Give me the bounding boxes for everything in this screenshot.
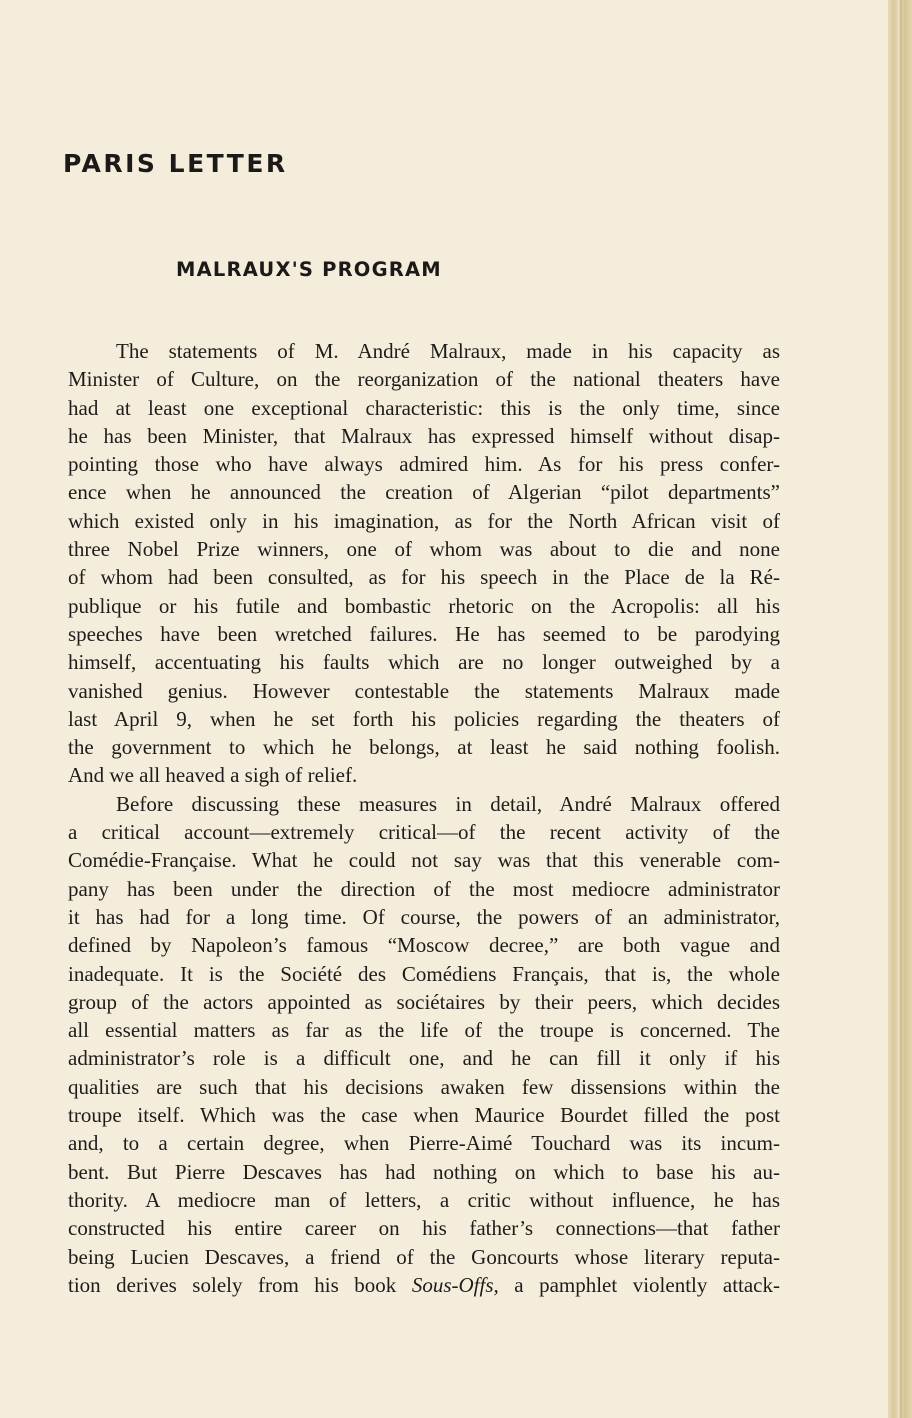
text-line: last April 9, when he set forth his policies regarding the theaters of	[68, 706, 780, 731]
text-line: had at least one exceptional characteristic: this is the only time, since	[68, 395, 780, 420]
text-run: a pamphlet violently attack-	[498, 1272, 780, 1297]
paragraph-2	[68, 790, 780, 1299]
text-line: Before discussing these measures in detail, André Malraux offered	[116, 791, 780, 816]
text-line: the government to which he belongs, at least he said nothing foolish.	[68, 735, 780, 760]
paragraph-1	[68, 337, 780, 790]
text-line: he has been Minister, that Malraux has expressed himself without disap-	[68, 423, 780, 448]
text-line: defined by Napoleon’s famous “Moscow decree,” are both vague and	[68, 933, 780, 958]
text-line: And we all heaved a sigh of relief.	[68, 763, 358, 788]
text-line: group of the actors appointed as sociétaires by their peers, which decides	[68, 989, 780, 1014]
text-line: vanished genius. However contestable the statements Malraux made	[68, 678, 780, 703]
text-line: inadequate. It is the Société des Comédiens Français, that is, the whole	[68, 961, 780, 986]
text-line: pointing those who have always admired him. As for his press confer-	[68, 452, 780, 477]
text-line-final	[68, 1271, 780, 1299]
text-line: it has had for a long time. Of course, the powers of an administrator,	[68, 904, 780, 929]
page-edge-line	[900, 0, 902, 1418]
text-line: and, to a certain degree, when Pierre-Aimé Touchard was its incum-	[68, 1131, 780, 1156]
text-line: troupe itself. Which was the case when Maurice Bourdet filled the post	[68, 1103, 780, 1128]
text-run: tion derives solely from his book	[68, 1272, 412, 1297]
text-line: which existed only in his imagination, as for the North African visit of	[68, 508, 780, 533]
text-line: Comédie-Française. What he could not say was that this venerable com-	[68, 848, 780, 873]
page-edge	[888, 0, 912, 1418]
text-line: a critical account—extremely critical—of the recent activity of the	[68, 820, 780, 845]
text-line: pany has been under the direction of the most mediocre administrator	[68, 876, 780, 901]
text-line: all essential matters as far as the life of the troupe is concerned. The	[68, 1018, 780, 1043]
text-line: administrator’s role is a difficult one, and he can fill it only if his	[68, 1046, 780, 1071]
text-line: constructed his entire career on his father’s connections—that father	[68, 1216, 780, 1241]
text-line: publique or his futile and bombastic rhetoric on the Acropolis: all his	[68, 593, 780, 618]
text-line: being Lucien Descaves, a friend of the Goncourts whose literary reputa-	[68, 1244, 780, 1269]
text-line: thority. A mediocre man of letters, a critic without influence, he has	[68, 1187, 780, 1212]
section-title: PARIS LETTER	[63, 149, 288, 178]
text-line: Minister of Culture, on the reorganization of the national theaters have	[68, 367, 780, 392]
text-line: bent. But Pierre Descaves has had nothing on which to base his au-	[68, 1159, 780, 1184]
book-title: Sous-Offs,	[411, 1272, 499, 1297]
text-line: himself, accentuating his faults which are no longer outweighed by a	[68, 650, 780, 675]
text-line: ence when he announced the creation of Algerian “pilot departments”	[68, 480, 780, 505]
article-title: MALRAUX'S PROGRAM	[176, 258, 442, 281]
text-line: of whom had been consulted, as for his speech in the Place de la Ré-	[68, 565, 780, 590]
text-line: three Nobel Prize winners, one of whom was about to die and none	[68, 537, 780, 562]
article-body	[68, 337, 780, 1299]
text-line: The statements of M. André Malraux, made in his capacity as	[116, 339, 780, 363]
text-line: qualities are such that his decisions awaken few dissensions within the	[68, 1074, 780, 1099]
text-line: speeches have been wretched failures. He has seemed to be parodying	[68, 621, 780, 646]
